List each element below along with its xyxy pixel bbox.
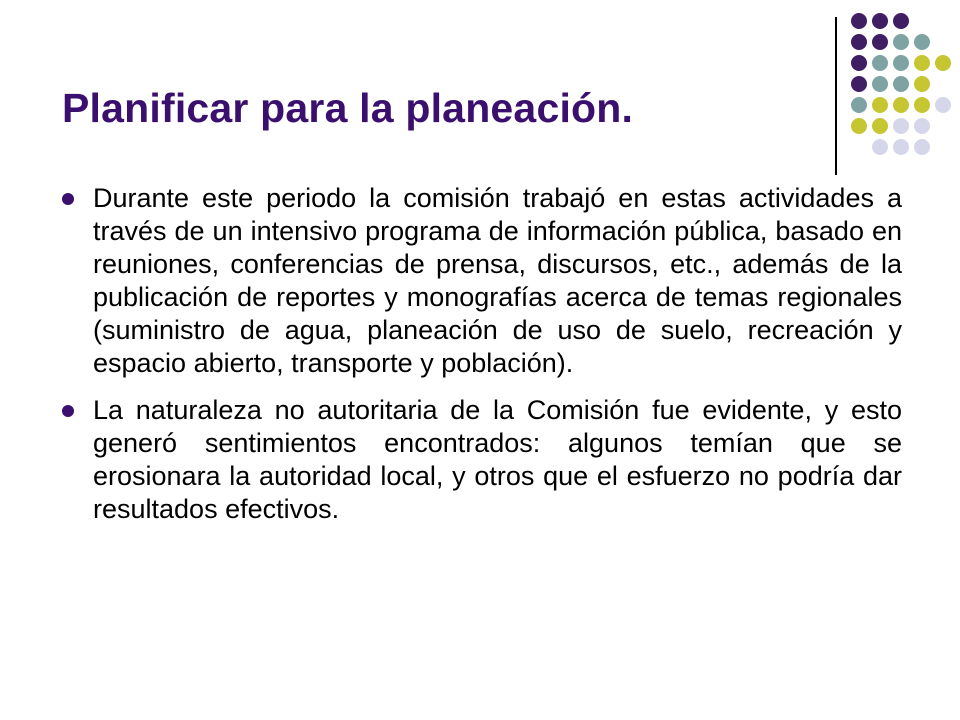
slide-title: Planificar para la planeación.	[62, 85, 634, 131]
bullet-item	[62, 182, 902, 380]
decorative-dot	[893, 55, 909, 71]
decorative-dot	[893, 13, 909, 29]
decorative-dot	[851, 118, 867, 134]
bullet-dot-icon	[62, 405, 74, 417]
decorative-dot	[893, 97, 909, 113]
decorative-dot	[893, 139, 909, 155]
decorative-dot	[851, 55, 867, 71]
decorative-dot	[935, 55, 951, 71]
decorative-dot	[851, 97, 867, 113]
decorative-dot	[851, 76, 867, 92]
decorative-dot	[914, 118, 930, 134]
decorative-dot	[872, 97, 888, 113]
vertical-divider-line	[835, 17, 837, 175]
decorative-dot	[872, 55, 888, 71]
bullet-dot-icon	[62, 193, 74, 205]
decorative-dot	[935, 97, 951, 113]
decorative-dot	[872, 76, 888, 92]
decorative-dot	[893, 118, 909, 134]
decorative-dot	[914, 76, 930, 92]
decorative-dot	[851, 34, 867, 50]
bullet-list	[62, 182, 902, 540]
decorative-dot	[872, 34, 888, 50]
decorative-dot	[872, 118, 888, 134]
decorative-dot	[914, 34, 930, 50]
decorative-dot	[914, 55, 930, 71]
bullet-item	[62, 394, 902, 526]
bullet-text: Durante este periodo la comisión trabajó en estas actividades a través de un intensivo programa de información pública, basado en reuniones, conferencias de prensa, discursos, etc., además de la publicación de reportes y monografías acerca de temas regionales (suministro de agua, planeación de uso de suelo, recreación y espacio abierto, transporte y población).	[93, 183, 902, 378]
bullet-text: La naturaleza no autoritaria de la Comisión fue evidente, y esto generó sentimientos encontrados: algunos temían que se erosionara la autoridad local, y otros que el esfuerzo no podría dar resultados efectivos.	[93, 395, 902, 524]
decorative-dot	[872, 139, 888, 155]
decorative-dot	[893, 34, 909, 50]
decorative-dot	[914, 139, 930, 155]
decorative-dot	[872, 13, 888, 29]
decorative-dot	[851, 13, 867, 29]
decorative-dot	[914, 97, 930, 113]
decorative-dot	[893, 76, 909, 92]
